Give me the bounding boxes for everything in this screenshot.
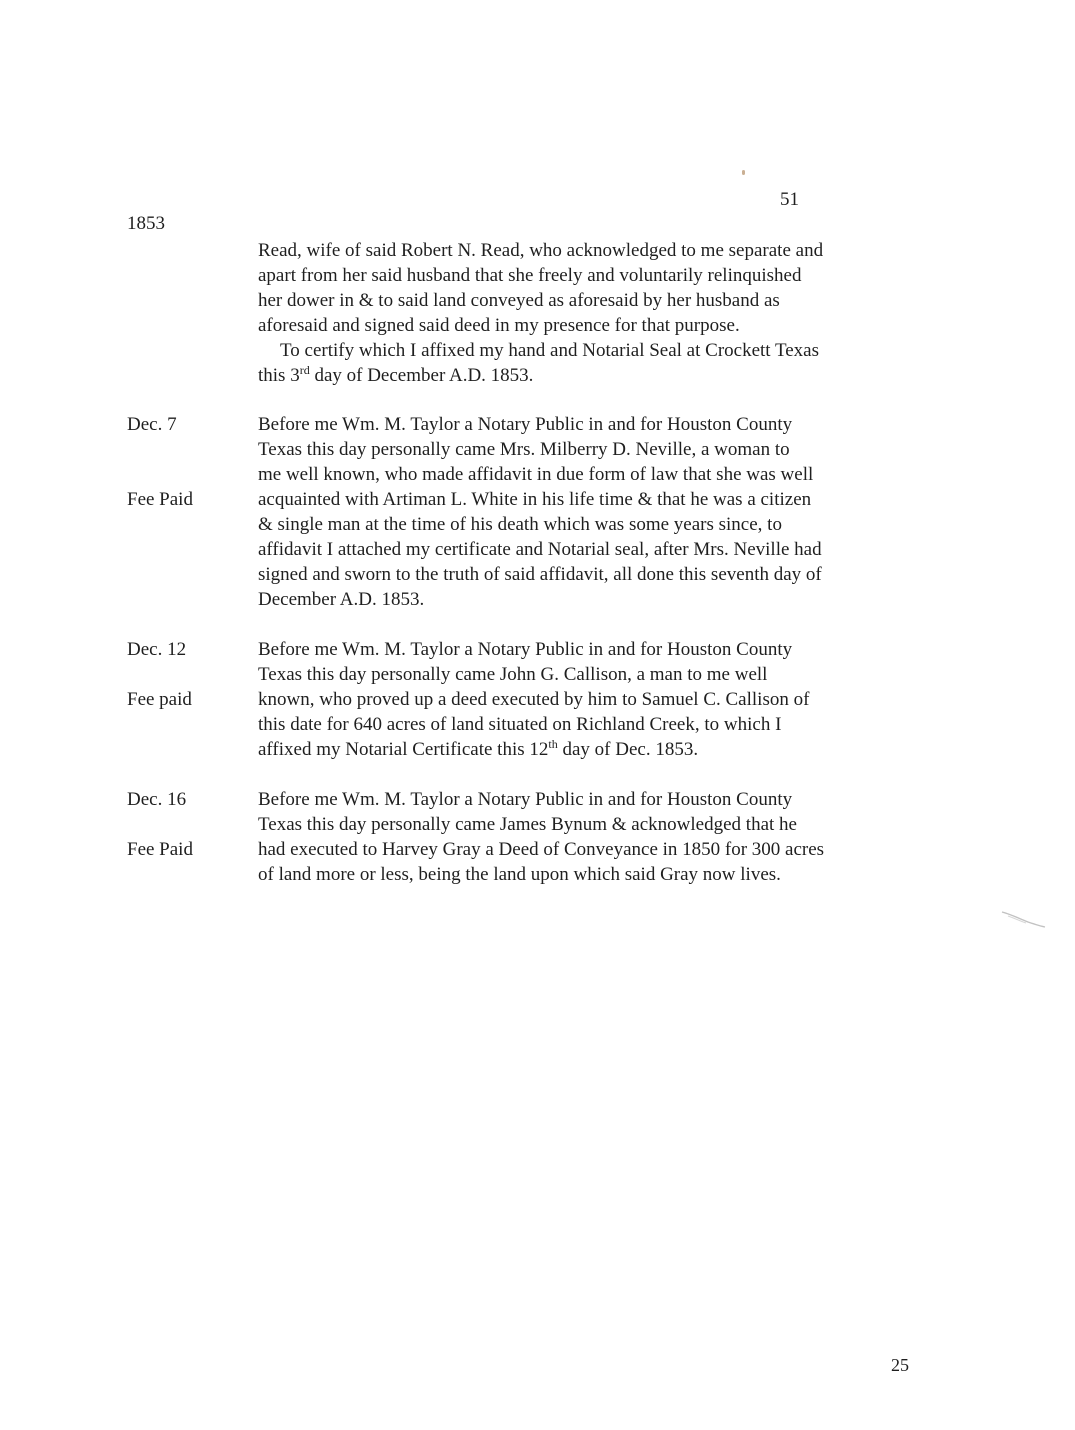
margin-year: 1853 bbox=[127, 213, 165, 234]
entry-fee-dec-7: Fee Paid bbox=[127, 489, 193, 510]
entry-line: To certify which I affixed my hand and Notarial Seal at Crockett Texas bbox=[280, 340, 820, 361]
ordinal-suffix: rd bbox=[299, 363, 310, 377]
entry-dec-16 bbox=[258, 787, 938, 887]
entry-line: December A.D. 1853. bbox=[258, 589, 425, 610]
entry-line: Texas this day personally came Mrs. Milberry D. Neville, a woman to bbox=[258, 439, 790, 460]
paper-speck bbox=[742, 170, 745, 175]
entry-line: aforesaid and signed said deed in my presence for that purpose. bbox=[258, 315, 740, 336]
entry-fee-dec-12: Fee paid bbox=[127, 689, 192, 710]
entry-line: of land more or less, being the land upon which said Gray now lives. bbox=[258, 864, 781, 885]
paper-smudge bbox=[1000, 908, 1046, 930]
entry-line: & single man at the time of his death which was some years since, to bbox=[258, 514, 782, 535]
line-text: day of December A.D. 1853. bbox=[309, 365, 534, 386]
entry-line: apart from her said husband that she freely and voluntarily relinquished bbox=[258, 265, 802, 286]
entry-line: this date for 640 acres of land situated on Richland Creek, to which I bbox=[258, 714, 782, 735]
entry-date-dec-16: Dec. 16 bbox=[127, 789, 187, 810]
page-number-top: 51 bbox=[780, 189, 799, 210]
line-text: affixed my Notarial Certificate this 12 bbox=[258, 739, 549, 760]
entry-line: acquainted with Artiman L. White in his life time & that he was a citizen bbox=[258, 489, 812, 510]
entry-continuation bbox=[258, 238, 938, 388]
entry-line: had executed to Harvey Gray a Deed of Conveyance in 1850 for 300 acres bbox=[258, 839, 825, 860]
entry-line-dated bbox=[258, 363, 938, 388]
entry-line: Texas this day personally came James Bynum & acknowledged that he bbox=[258, 814, 797, 835]
entry-line: me well known, who made affidavit in due form of law that she was well bbox=[258, 464, 814, 485]
entry-line: known, who proved up a deed executed by him to Samuel C. Callison of bbox=[258, 689, 810, 710]
entry-line: Texas this day personally came John G. Callison, a man to me well bbox=[258, 664, 768, 685]
line-text: this 3 bbox=[258, 365, 300, 386]
entry-line-dated bbox=[258, 737, 938, 762]
entry-line: signed and sworn to the truth of said affidavit, all done this seventh day of bbox=[258, 564, 822, 585]
entry-fee-dec-16: Fee Paid bbox=[127, 839, 193, 860]
entry-dec-12 bbox=[258, 637, 938, 762]
page-number-bottom: 25 bbox=[891, 1355, 909, 1375]
entry-line: Before me Wm. M. Taylor a Notary Public in and for Houston County bbox=[258, 789, 793, 810]
entry-dec-7 bbox=[258, 412, 938, 612]
entry-line: affidavit I attached my certificate and Notarial seal, after Mrs. Neville had bbox=[258, 539, 822, 560]
entry-line: Before me Wm. M. Taylor a Notary Public in and for Houston County bbox=[258, 639, 793, 660]
entry-date-dec-12: Dec. 12 bbox=[127, 639, 187, 660]
entry-line: her dower in & to said land conveyed as aforesaid by her husband as bbox=[258, 290, 780, 311]
entry-date-dec-7: Dec. 7 bbox=[127, 414, 177, 435]
line-text: day of Dec. 1853. bbox=[557, 739, 699, 760]
entry-line: Read, wife of said Robert N. Read, who acknowledged to me separate and bbox=[258, 240, 824, 261]
entry-line: Before me Wm. M. Taylor a Notary Public in and for Houston County bbox=[258, 414, 793, 435]
ordinal-suffix: th bbox=[548, 737, 558, 751]
